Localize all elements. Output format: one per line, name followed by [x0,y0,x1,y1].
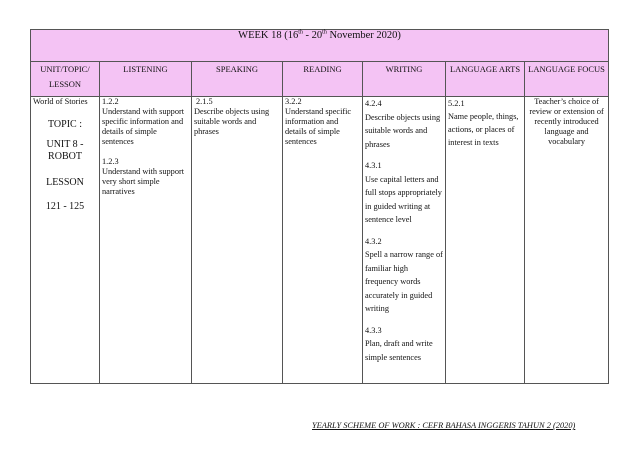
unit-name: UNIT 8 - ROBOT [46,139,84,162]
header-unit: UNIT/TOPIC/ LESSON [31,62,100,97]
header-language-arts: LANGUAGE ARTS [446,62,525,97]
language-arts-cell [446,97,525,384]
week-title-end: November 2020) [326,30,401,41]
listening-text-1: Understand with support specific information and details of simple sentences [102,107,185,146]
header-language-focus: LANGUAGE FOCUS [525,62,609,97]
reading-code: 3.2.2 [285,97,302,106]
language-arts-code: 5.2.1 [448,99,465,108]
week-title-start: WEEK 18 (16 [238,30,299,41]
writing-cell [363,97,446,384]
week-title-sup-2: th [322,29,327,36]
week-row [31,30,609,62]
listening-code-2: 1.2.3 [102,157,119,166]
speaking-text: Describe objects using suitable words and phrases [194,107,270,136]
writing-text-4: Plan, draft and write simple sentences [365,339,433,362]
writing-text-2: Use capital letters and full stops appropriately in guided writing at sentence level [365,174,442,224]
writing-code-1: 4.2.4 [365,99,382,108]
speaking-code: 2.1.5 [196,97,213,106]
language-focus-text: Teacher’s choice of review or extension of recently introduced language and vocabulary [529,97,604,146]
header-reading: READING [283,62,363,97]
header-writing: WRITING [363,62,446,97]
language-focus-cell [525,97,609,384]
listening-cell [100,97,192,384]
week-title [31,30,609,62]
header-listening: LISTENING [100,62,192,97]
writing-code-3: 4.3.2 [365,236,382,246]
listening-code-1: 1.2.2 [102,97,119,106]
writing-text-1: Describe objects using suitable words and phrases [365,112,441,149]
header-speaking: SPEAKING [192,62,283,97]
unit-lesson-label: LESSON [46,177,84,188]
speaking-cell [192,97,283,384]
week-title-mid: - 20 [302,30,323,41]
reading-text: Understand specific information and details of simple sentences [285,107,352,146]
content-row [31,97,609,384]
writing-text-3: Spell a narrow range of familiar high frequency words accurately in guided writing [365,250,443,313]
language-arts-text: Name people, things, actions, or places of interest in texts [448,112,519,147]
header-row [31,62,609,97]
scheme-of-work-table [30,29,609,384]
writing-code-4: 4.3.3 [365,325,382,335]
footer-caption: YEARLY SCHEME OF WORK : CEFR BAHASA INGGERIS TAHUN 2 (2020) [312,421,576,430]
unit-topic-label: TOPIC : [48,119,82,130]
week-title-sup-1: th [298,29,303,36]
unit-lesson-range: 121 - 125 [45,201,85,212]
unit-theme: World of Stories [33,97,88,106]
listening-text-2: Understand with support very short simple narratives [102,167,185,196]
unit-cell [31,97,100,384]
writing-code-2: 4.3.1 [365,161,382,170]
reading-cell [283,97,363,384]
